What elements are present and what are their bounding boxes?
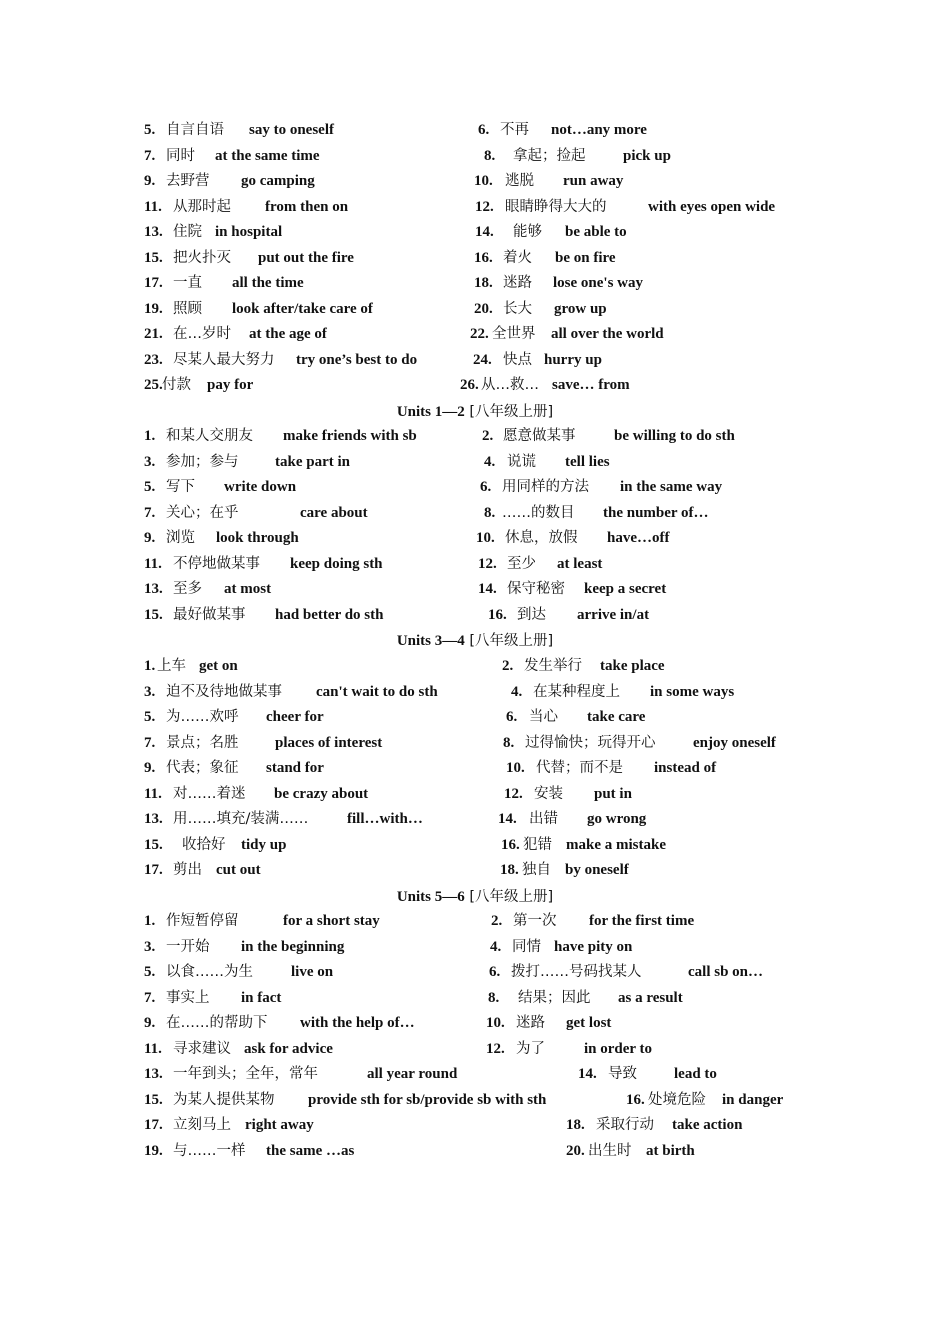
phrase-number: 5.	[144, 964, 156, 980]
phrase-number: 18.	[474, 275, 493, 291]
phrase-chinese: 浏览	[166, 530, 195, 546]
vocab-row	[0, 1011, 950, 1035]
vocab-row	[0, 1088, 950, 1112]
phrase-chinese: 当心	[529, 709, 558, 725]
phrase-number: 11.	[144, 785, 162, 802]
phrase-number: 17.	[144, 1117, 163, 1133]
phrase-english: ask for advice	[244, 1040, 333, 1057]
phrase-chinese: 到达	[517, 606, 546, 623]
phrase-chinese: 剪出	[173, 862, 202, 878]
phrase-chinese: 发生举行	[524, 658, 582, 674]
vocab-row	[0, 195, 950, 219]
phrase-chinese: 以食……为生	[166, 964, 253, 980]
phrase-chinese: 为了	[516, 1040, 545, 1057]
phrase-chinese: 能够	[513, 224, 542, 240]
vocab-row	[0, 833, 950, 857]
vocab-row	[0, 169, 950, 193]
phrase-english: cheer for	[266, 709, 324, 725]
phrase-chinese: 迫不及待地做某事	[166, 683, 282, 700]
phrase-chinese: 休息，放假	[505, 530, 578, 546]
vocab-row	[0, 1113, 950, 1137]
phrase-number: 9.	[144, 760, 156, 776]
phrase-english: enjoy oneself	[693, 734, 776, 751]
phrase-english: in danger	[722, 1091, 784, 1108]
phrase-number: 18.	[500, 862, 519, 878]
vocab-row	[0, 373, 950, 397]
vocab-row	[0, 858, 950, 882]
phrase-chinese: 寻求建议	[173, 1040, 231, 1057]
phrase-english: keep doing sth	[290, 555, 383, 572]
phrase-number: 3.	[144, 453, 156, 470]
phrase-english: at birth	[646, 1142, 695, 1159]
phrase-english: instead of	[654, 760, 717, 776]
phrase-number: 1.	[144, 913, 156, 929]
phrase-number: 1.	[144, 658, 156, 674]
phrase-english: hurry up	[544, 351, 602, 368]
phrase-english: save… from	[552, 377, 630, 393]
phrase-english: be crazy about	[274, 785, 369, 802]
phrase-number: 15.	[144, 606, 163, 623]
phrase-english: take action	[672, 1117, 743, 1133]
phrase-chinese: 为某人提供某物	[173, 1091, 275, 1108]
phrase-english: in hospital	[215, 224, 283, 240]
phrase-number: 11.	[144, 198, 162, 215]
phrase-chinese: 迷路	[516, 1015, 545, 1031]
phrase-number: 8.	[484, 147, 496, 164]
phrase-chinese: 去野营	[166, 173, 210, 189]
section-title: Units 5—6	[396, 889, 465, 905]
phrase-number: 6.	[480, 479, 492, 495]
phrase-chinese: 第一次	[513, 913, 557, 929]
vocab-row	[0, 271, 950, 295]
phrase-english: look after/take care of	[232, 300, 373, 317]
phrase-number: 10.	[486, 1015, 505, 1031]
vocab-row	[0, 603, 950, 627]
phrase-chinese: 从那时起	[173, 198, 231, 215]
phrase-number: 6.	[506, 709, 518, 725]
vocab-row	[0, 960, 950, 984]
phrase-chinese: 拿起；捡起	[513, 147, 586, 164]
phrase-english: in fact	[241, 989, 282, 1006]
phrase-english: with eyes open wide	[648, 198, 776, 215]
phrase-english: with the help of…	[300, 1015, 415, 1031]
phrase-chinese: 结果；因此	[518, 989, 591, 1006]
phrase-chinese: 一年到头；全年，常年	[173, 1066, 318, 1082]
phrase-chinese: 在……的帮助下	[166, 1015, 268, 1031]
phrase-english: lead to	[674, 1066, 717, 1082]
phrase-chinese: 出生时	[588, 1142, 632, 1159]
phrase-number: 7.	[144, 504, 156, 521]
phrase-number: 26.	[460, 377, 479, 393]
phrase-number: 13.	[144, 581, 163, 597]
phrase-chinese: 同情	[512, 938, 541, 955]
phrase-english: right away	[245, 1117, 314, 1133]
phrase-number: 16.	[474, 249, 493, 266]
vocab-row	[0, 297, 950, 321]
phrase-chinese: 安装	[534, 785, 563, 802]
phrase-english: live on	[291, 964, 334, 980]
vocab-row	[0, 782, 950, 806]
phrase-number: 10.	[474, 173, 493, 189]
phrase-english: put in	[594, 785, 632, 802]
phrase-english: in some ways	[650, 683, 735, 700]
phrase-english: at the same time	[215, 147, 320, 164]
phrase-number: 14.	[578, 1066, 597, 1082]
phrase-english: the number of…	[603, 504, 709, 521]
vocab-row	[0, 118, 950, 142]
phrase-number: 11.	[144, 1040, 162, 1057]
phrase-english: from then on	[265, 198, 349, 215]
phrase-english: grow up	[554, 300, 607, 317]
phrase-english: have…off	[607, 530, 670, 546]
phrase-english: places of interest	[275, 734, 383, 751]
vocab-row	[0, 526, 950, 550]
phrase-chinese: 从…救…	[481, 377, 539, 393]
phrase-english: tell lies	[565, 453, 610, 470]
phrase-english: care about	[300, 504, 368, 521]
vocab-row	[0, 1062, 950, 1086]
vocab-row	[0, 731, 950, 755]
phrase-chinese: 景点；名胜	[166, 734, 239, 751]
phrase-number: 12.	[475, 198, 494, 215]
phrase-number: 7.	[144, 147, 156, 164]
phrase-english: at the age of	[249, 326, 327, 342]
phrase-chinese: 用同样的方法	[502, 479, 589, 495]
phrase-english: say to oneself	[249, 122, 334, 138]
phrase-chinese: 保守秘密	[507, 581, 565, 597]
phrase-chinese: 过得愉快；玩得开心	[525, 734, 656, 751]
phrase-english: at least	[557, 555, 603, 572]
phrase-chinese: 出错	[529, 811, 558, 827]
phrase-number: 3.	[144, 683, 156, 700]
vocab-row	[0, 144, 950, 168]
phrase-english: be willing to do sth	[614, 428, 735, 444]
phrase-english: try one’s best to do	[296, 351, 418, 368]
phrase-english: pick up	[623, 147, 671, 164]
phrase-chinese: 独自	[522, 862, 551, 878]
phrase-number: 8.	[503, 734, 515, 751]
vocab-row	[0, 807, 950, 831]
phrase-chinese: 快点	[503, 351, 532, 368]
phrase-chinese: 照顾	[173, 300, 202, 317]
phrase-chinese: 采取行动	[596, 1117, 654, 1133]
phrase-number: 13.	[144, 224, 163, 240]
phrase-number: 12.	[478, 555, 497, 572]
phrase-chinese: 在某种程度上	[533, 683, 620, 700]
phrase-chinese: 同时	[166, 147, 195, 164]
phrase-chinese: 付款	[162, 377, 191, 393]
phrase-chinese: 眼睛睁得大大的	[505, 198, 607, 215]
phrase-english: look through	[216, 530, 299, 546]
vocab-row	[0, 935, 950, 959]
phrase-number: 7.	[144, 989, 156, 1006]
vocab-row	[0, 1139, 950, 1163]
vocab-row	[0, 680, 950, 704]
phrase-chinese: 为……欢呼	[166, 709, 239, 725]
phrase-number: 12.	[486, 1040, 505, 1057]
phrase-chinese: 至少	[507, 555, 536, 572]
phrase-english: tidy up	[241, 836, 287, 853]
phrase-number: 10.	[506, 760, 525, 776]
phrase-chinese: 和某人交朋友	[166, 428, 253, 444]
phrase-chinese: 与……一样	[173, 1142, 246, 1159]
vocab-row	[0, 756, 950, 780]
phrase-number: 4.	[490, 938, 502, 955]
phrase-chinese: 代替；而不是	[536, 760, 623, 776]
phrase-english: write down	[224, 479, 297, 495]
phrase-chinese: 迷路	[503, 275, 532, 291]
phrase-english: had better do sth	[275, 606, 384, 623]
phrase-number: 8.	[484, 504, 496, 521]
phrase-number: 15.	[144, 249, 163, 266]
phrase-chinese: 一直	[173, 275, 202, 291]
phrase-english: make a mistake	[566, 836, 666, 853]
phrase-english: cut out	[216, 862, 261, 878]
vocab-row	[0, 552, 950, 576]
vocab-row	[0, 577, 950, 601]
phrase-english: pay for	[207, 377, 254, 393]
phrase-english: all year round	[367, 1066, 458, 1082]
phrase-chinese: 处境危险	[648, 1091, 706, 1108]
phrase-chinese: 不停地做某事	[173, 555, 260, 572]
phrase-number: 4.	[484, 453, 496, 470]
phrase-number: 21.	[144, 326, 163, 342]
phrase-number: 15.	[144, 836, 163, 853]
phrase-chinese: 全世界	[492, 326, 536, 342]
phrase-english: lose one's way	[553, 275, 643, 291]
phrase-number: 22.	[470, 326, 489, 342]
phrase-number: 9.	[144, 173, 156, 189]
phrase-number: 6.	[478, 122, 490, 138]
phrase-english: get on	[199, 658, 238, 674]
phrase-english: for the first time	[589, 913, 695, 929]
section-grade-tag: [八年级上册]	[464, 889, 554, 905]
phrase-chinese: 用……填充/装满……	[173, 811, 309, 827]
phrase-english: in the beginning	[241, 938, 345, 955]
phrase-number: 1.	[144, 428, 156, 444]
phrase-chinese: 代表；象征	[166, 760, 239, 776]
phrase-chinese: 自言自语	[166, 122, 224, 138]
phrase-chinese: 立刻马上	[173, 1117, 231, 1133]
phrase-english: run away	[563, 173, 624, 189]
phrase-english: take care	[587, 709, 646, 725]
vocab-row	[0, 424, 950, 448]
phrase-english: in order to	[584, 1040, 653, 1057]
vocab-row	[0, 246, 950, 270]
phrase-english: take part in	[275, 453, 350, 470]
phrase-number: 14.	[475, 224, 494, 240]
vocab-row	[0, 348, 950, 372]
vocab-row	[0, 450, 950, 474]
phrase-chinese: 住院	[173, 224, 202, 240]
phrase-english: as a result	[618, 989, 683, 1006]
phrase-chinese: 至多	[173, 581, 202, 597]
phrase-chinese: 在…岁时	[173, 326, 231, 342]
section-title: Units 1—2	[396, 404, 465, 420]
phrase-english: all the time	[232, 275, 304, 291]
phrase-chinese: 一开始	[166, 938, 210, 955]
vocab-row	[0, 654, 950, 678]
section-heading	[0, 399, 950, 424]
vocab-row	[0, 986, 950, 1010]
phrase-chinese: 关心；在乎	[166, 504, 239, 521]
section-grade-tag: [八年级上册]	[464, 404, 554, 420]
section-heading	[0, 884, 950, 909]
phrase-number: 4.	[511, 683, 523, 700]
phrase-english: call sb on…	[688, 964, 764, 980]
phrase-number: 9.	[144, 1015, 156, 1031]
phrase-number: 16.	[488, 606, 507, 623]
phrase-chinese: 犯错	[523, 836, 552, 853]
phrase-english: be on fire	[555, 249, 616, 266]
phrase-number: 8.	[488, 989, 500, 1006]
phrase-chinese: 参加；参与	[166, 453, 239, 470]
phrase-english: put out the fire	[258, 249, 354, 266]
phrase-chinese: 尽某人最大努力	[173, 351, 275, 368]
phrase-english: keep a secret	[584, 581, 667, 597]
phrase-number: 14.	[478, 581, 497, 597]
phrase-english: make friends with sb	[283, 428, 417, 444]
phrase-number: 10.	[476, 530, 495, 546]
phrase-english: can't wait to do sth	[316, 683, 438, 700]
phrase-chinese: 拨打……号码找某人	[511, 964, 642, 980]
phrase-english: get lost	[566, 1015, 612, 1031]
section-grade-tag: [八年级上册]	[464, 633, 554, 649]
vocab-row	[0, 705, 950, 729]
phrase-number: 24.	[473, 351, 492, 368]
section-title: Units 3—4	[396, 633, 465, 649]
phrase-chinese: 把火扑灭	[173, 249, 231, 266]
phrase-chinese: ……的数目	[502, 504, 575, 521]
phrase-chinese: 逃脱	[505, 173, 534, 189]
phrase-english: arrive in/at	[577, 606, 650, 623]
phrase-number: 19.	[144, 300, 163, 317]
phrase-chinese: 对……着迷	[173, 785, 246, 802]
phrase-number: 23.	[144, 351, 163, 368]
phrase-number: 6.	[489, 964, 501, 980]
vocab-row	[0, 1037, 950, 1061]
phrase-number: 20.	[474, 300, 493, 317]
phrase-english: take place	[600, 658, 665, 674]
phrase-number: 15.	[144, 1091, 163, 1108]
phrase-number: 2.	[502, 658, 514, 674]
phrase-chinese: 导致	[608, 1066, 637, 1082]
phrase-english: all over the world	[551, 326, 664, 342]
phrase-number: 16.	[626, 1091, 645, 1108]
phrase-number: 11.	[144, 555, 162, 572]
phrase-chinese: 长大	[503, 300, 532, 317]
phrase-chinese: 愿意做某事	[503, 428, 576, 444]
phrase-number: 7.	[144, 734, 156, 751]
phrase-number: 13.	[144, 1066, 163, 1082]
phrase-number: 18.	[566, 1117, 585, 1133]
phrase-chinese: 说谎	[507, 453, 536, 470]
phrase-number: 5.	[144, 479, 156, 495]
phrase-number: 25.	[144, 377, 163, 393]
phrase-number: 17.	[144, 275, 163, 291]
phrase-chinese: 最好做某事	[173, 606, 246, 623]
phrase-number: 2.	[491, 913, 503, 929]
phrase-number: 12.	[504, 785, 523, 802]
vocab-row	[0, 501, 950, 525]
phrase-number: 13.	[144, 811, 163, 827]
phrase-number: 19.	[144, 1142, 163, 1159]
phrase-english: go camping	[241, 173, 315, 189]
phrase-chinese: 上车	[157, 658, 186, 674]
phrase-english: by oneself	[565, 862, 629, 878]
phrase-number: 5.	[144, 122, 156, 138]
phrase-number: 2.	[482, 428, 494, 444]
phrase-english: provide sth for sb/provide sb with sth	[308, 1091, 547, 1108]
phrase-english: be able to	[565, 224, 627, 240]
phrase-number: 3.	[144, 938, 156, 955]
section-heading	[0, 628, 950, 653]
phrase-number: 20.	[566, 1142, 585, 1159]
phrase-english: fill…with…	[347, 811, 423, 827]
phrase-english: in the same way	[620, 479, 723, 495]
phrase-number: 14.	[498, 811, 517, 827]
vocab-row	[0, 475, 950, 499]
vocab-row	[0, 909, 950, 933]
phrase-chinese: 事实上	[166, 989, 210, 1006]
phrase-english: stand for	[266, 760, 324, 776]
vocab-row	[0, 220, 950, 244]
phrase-number: 16.	[501, 836, 520, 853]
phrase-english: at most	[224, 581, 272, 597]
phrase-english: not…any more	[551, 122, 647, 138]
phrase-chinese: 着火	[503, 249, 532, 266]
phrase-english: the same …as	[266, 1142, 355, 1159]
phrase-chinese: 不再	[500, 122, 529, 138]
phrase-chinese: 收拾好	[182, 836, 226, 853]
vocab-row	[0, 322, 950, 346]
phrase-english: have pity on	[554, 938, 633, 955]
phrase-number: 9.	[144, 530, 156, 546]
phrase-chinese: 作短暂停留	[166, 913, 239, 929]
phrase-number: 17.	[144, 862, 163, 878]
phrase-english: go wrong	[587, 811, 647, 827]
phrase-chinese: 写下	[166, 479, 195, 495]
phrase-number: 5.	[144, 709, 156, 725]
phrase-english: for a short stay	[283, 913, 380, 929]
